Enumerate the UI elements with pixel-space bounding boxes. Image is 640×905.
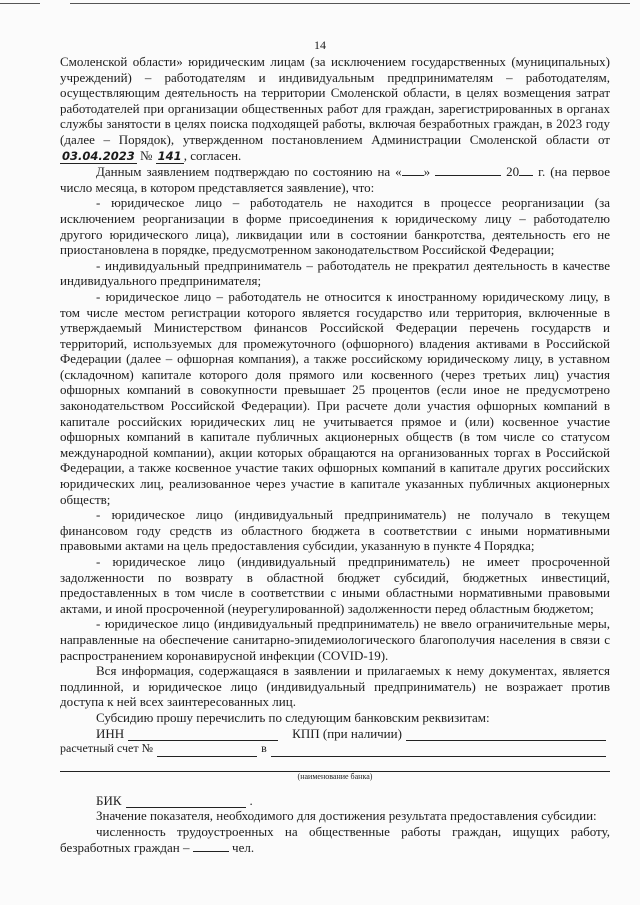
indicator-count-field[interactable] — [193, 840, 229, 852]
bik-row: БИК . — [96, 792, 253, 808]
bank-name-caption: (наименование банка) — [297, 771, 373, 781]
indicator-intro: Значение показателя, необходимого для достижения результата предоставления субсидии: — [96, 808, 597, 824]
bullet-offshore: - юридическое лицо – работодатель не относится к иностранному юридическому лицу, в том числе местом регистрации которого является государство или территория, включенные в утверждаемый Министерством финансов Российской Федерации перечень государств и территорий, используемых для промежуточного (офшорного) владения активами в Российской Федерации (далее – офшорная компания), а также российскому юридическому лицу, в уставном (складочном) капитале которого доля прямого или косвенного (через третьих лиц) участия офшорных компаний в совокупности превышает 25 процентов (если иное не предусмотрено законодательством Российской Федерации). При расчете доли участия офшорных компаний в капитале российских юридических лиц не учитывается прямое и (или) косвенное участие офшорных компаний в капитале публичных акционерных обществ (в том числе со статусом международной компании), акции которых обращаются на организованных торгах в Российской Федерации, а также косвенное участие таких офшорных компаний в капитале других российских юридических лиц, реализованное через участие в капитале указанных публичных акционерных обществ; — [60, 288, 610, 507]
kpp-field[interactable] — [406, 728, 606, 741]
month-blank[interactable] — [435, 164, 501, 176]
page-number: 14 — [314, 38, 326, 52]
year-blank[interactable] — [519, 164, 533, 176]
bullet-budget-funds: - юридическое лицо (индивидуальный предприниматель) не получало в текущем финансовом году средств из областного бюджета в соответствии с иными нормативными правовыми актами на цель предоставления субсидии, указанную в пункте 4 Порядка; — [60, 507, 610, 554]
bik-field[interactable] — [126, 795, 246, 808]
account-field[interactable] — [157, 744, 257, 757]
scan-top-line — [70, 3, 630, 4]
account-label: расчетный счет № — [60, 741, 154, 756]
inn-label: ИНН — [96, 725, 125, 741]
inn-field[interactable] — [128, 728, 278, 741]
bank-name-field[interactable] — [271, 744, 606, 757]
kpp-label: КПП (при наличии) — [292, 725, 402, 741]
bullet-covid: - юридическое лицо (индивидуальный предприниматель) не ввело ограничительные меры, направленные на обеспечение санитарно-эпидемиологического благополучия населения в связи с распространением коронавирусной инфекции (COVID-19). — [60, 616, 610, 663]
document-body — [60, 54, 610, 855]
handwritten-number: 141 — [157, 148, 182, 163]
inn-kpp-row — [60, 726, 610, 742]
scan-edge-line — [0, 3, 40, 4]
paragraph-bank-request: Субсидию прошу перечислить по следующим банковским реквизитам: — [96, 709, 490, 725]
indicator-value: численность трудоустроенных на общественные работы граждан, ищущих работу, безработных граждан – чел. — [60, 823, 610, 855]
bullet-entrepreneur: - индивидуальный предприниматель – работодатель не прекратил деятельность в качестве индивидуального предпринимателя; — [60, 257, 610, 289]
paragraph-information: Вся информация, содержащаяся в заявлении и прилагаемых к нему документах, является подлинной, и юридическое лицо (индивидуальный предприниматель) не возражает против доступа к ней всех заинтересованных лиц. — [60, 663, 610, 710]
bullet-debt: - юридическое лицо (индивидуальный предприниматель) не имеет просроченной задолженности по возврату в областной бюджет субсидий, бюджетных инвестиций, предоставленных в том числе в соответствии с иными областными нормативными правовыми актами, и иной просроченной (неурегулированной) задолженности перед областным бюджетом; — [60, 554, 610, 616]
day-blank[interactable] — [402, 164, 424, 176]
bullet-reorganization: - юридическое лицо – работодатель не находится в процессе реорганизации (за исключением реорганизации в форме присоединения к юридическому лицу – работодателю другого юридического лица), ликвидации или в состоянии банкротства, деятельность его не приостановлена в порядке, предусмотренном законодательством Российской Федерации; — [60, 195, 610, 258]
account-row — [60, 741, 610, 757]
paragraph-order-reference: Смоленской области» юридическим лицам (за исключением государственных (муниципальных) учреждений) – работодателям и индивидуальным предпринимателям – работодателям, осуществляющим деятельность на территории Смоленской области, в целях возмещения затрат работодателей при организации общественных работ для граждан, зарегистрированных в органах службы занятости в целях поиска подходящей работы, включая безработных граждан, в 2023 году (далее – Порядок), утвержденном постановлением Администрации Смоленской области от 03.04.2023 № 141 , согласен. — [60, 54, 610, 163]
handwritten-date: 03.04.2023 — [62, 148, 135, 163]
paragraph-confirmation: Данным заявлением подтверждаю по состоянию на « » 20 г. (на первое число месяца, в котором представляется заявление), что: — [60, 164, 611, 195]
bik-label: БИК — [96, 792, 122, 808]
bank-in-label: в — [261, 741, 267, 756]
